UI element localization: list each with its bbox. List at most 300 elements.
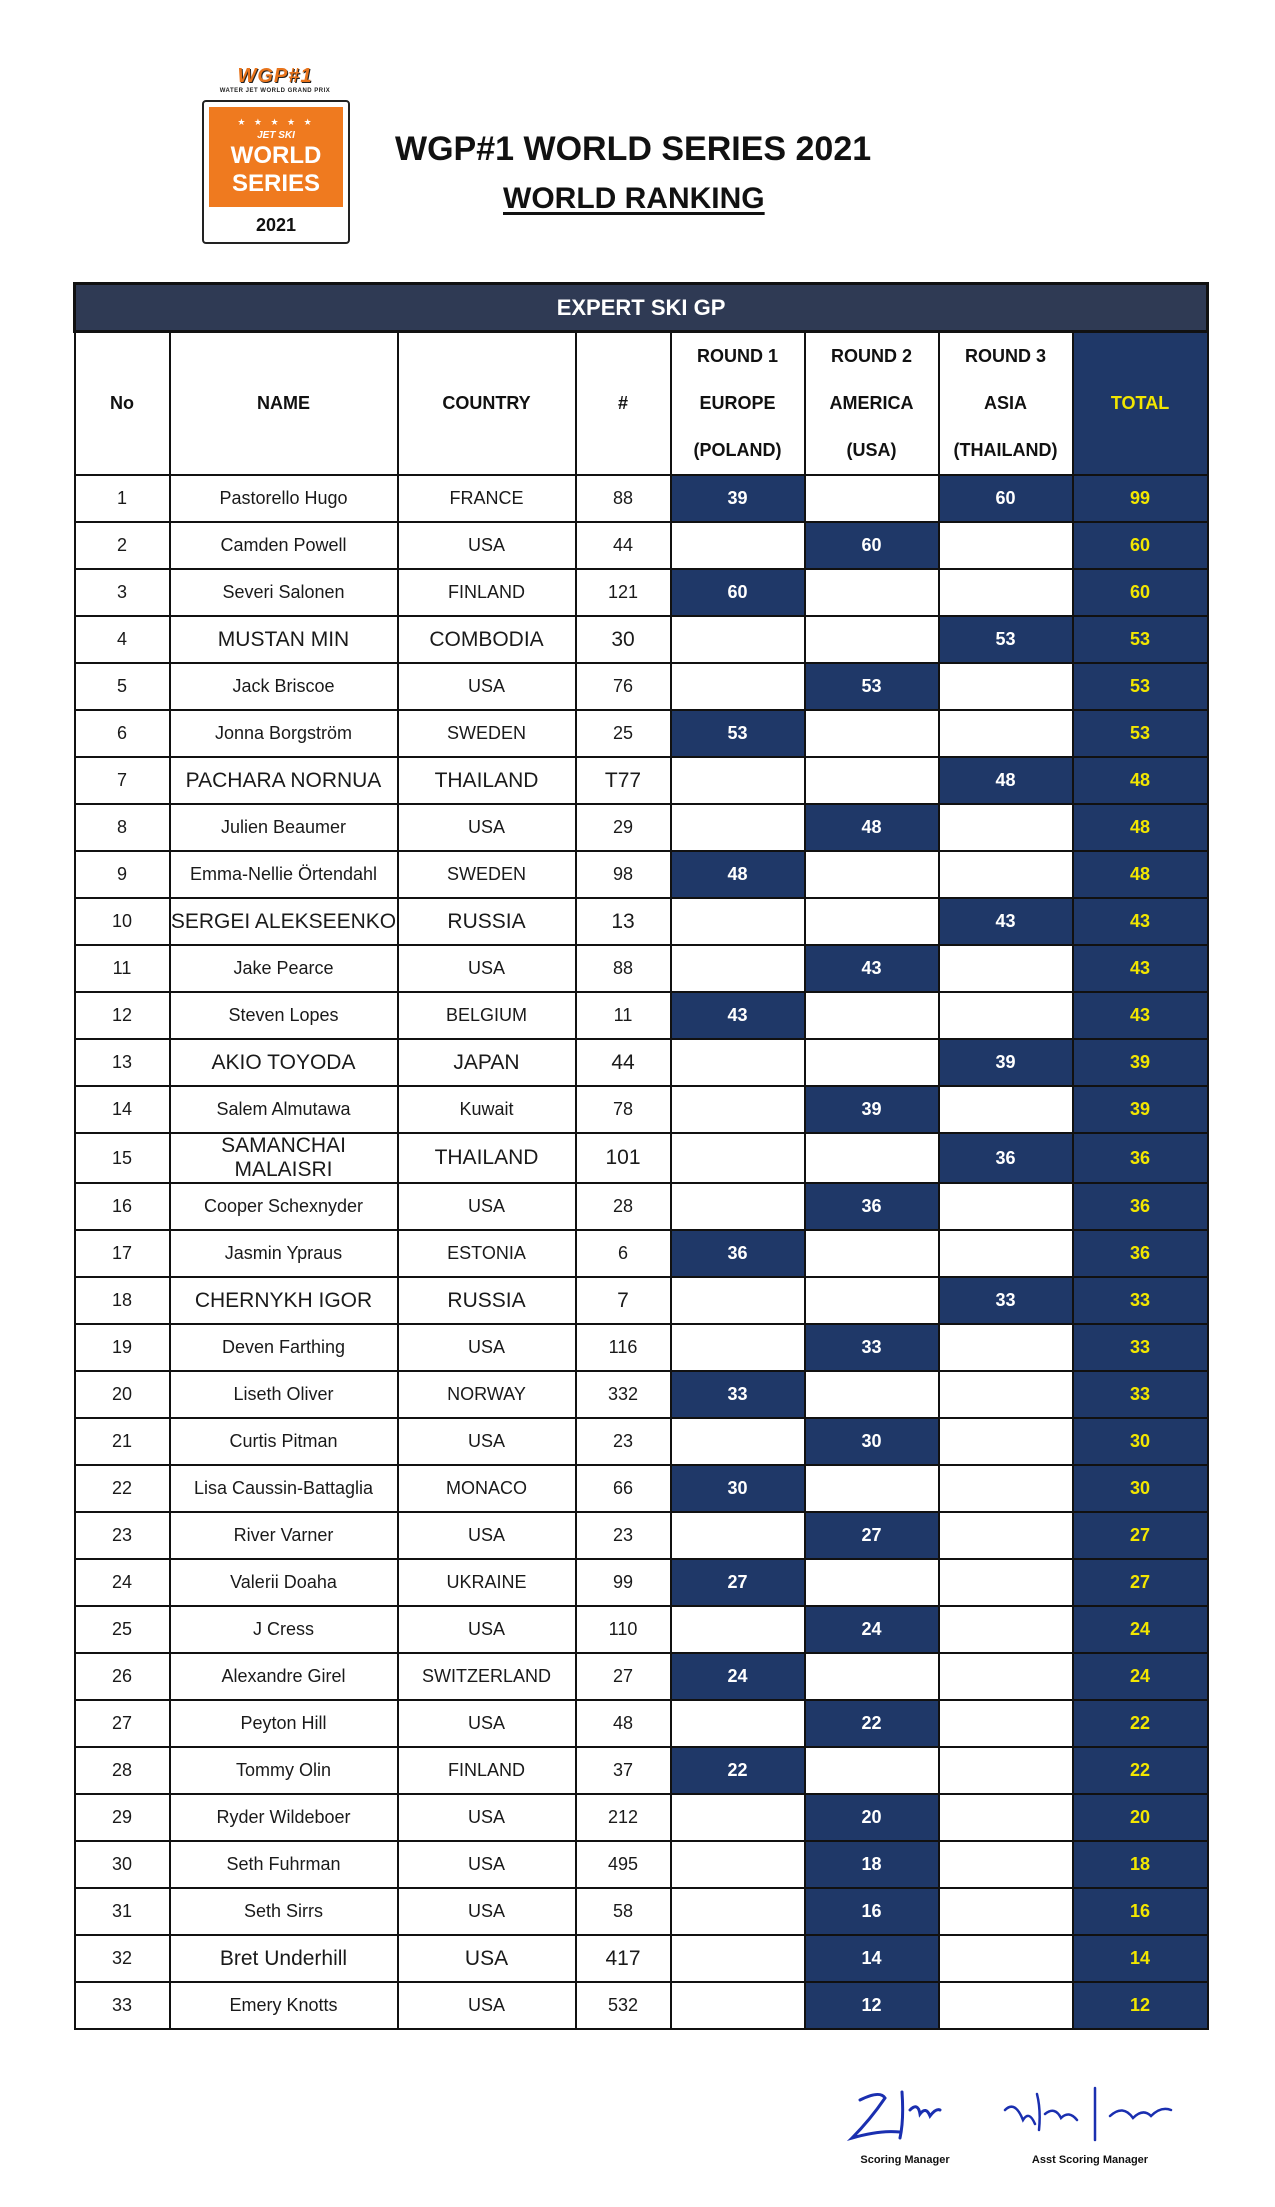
- cell-name: Emma-Nellie Örtendahl: [170, 851, 398, 898]
- cell-round1: 33: [671, 1371, 805, 1418]
- cell-number: 44: [576, 1039, 671, 1086]
- cell-total: 33: [1073, 1371, 1208, 1418]
- cell-total: 43: [1073, 945, 1208, 992]
- cell-no: 13: [75, 1039, 170, 1086]
- cell-round2: [805, 898, 939, 945]
- cell-round3: [939, 1418, 1073, 1465]
- cell-no: 2: [75, 522, 170, 569]
- table-row: [75, 710, 1208, 757]
- cell-total: 27: [1073, 1559, 1208, 1606]
- cell-round3: [939, 1888, 1073, 1935]
- cell-round2: [805, 569, 939, 616]
- cell-number: 11: [576, 992, 671, 1039]
- table-row: [75, 1230, 1208, 1277]
- header-number: #: [576, 332, 671, 476]
- cell-number: 58: [576, 1888, 671, 1935]
- cell-name: Curtis Pitman: [170, 1418, 398, 1465]
- cell-round3: 53: [939, 616, 1073, 663]
- cell-country: USA: [398, 1841, 576, 1888]
- logo-brand: WGP#1: [237, 65, 313, 87]
- cell-name: Emery Knotts: [170, 1982, 398, 2029]
- cell-no: 33: [75, 1982, 170, 2029]
- cell-number: 44: [576, 522, 671, 569]
- table-row: [75, 1559, 1208, 1606]
- cell-name: Peyton Hill: [170, 1700, 398, 1747]
- logo-brand-block: [208, 65, 342, 97]
- cell-number: 76: [576, 663, 671, 710]
- cell-country: MONACO: [398, 1465, 576, 1512]
- cell-name: SAMANCHAI MALAISRI: [170, 1133, 398, 1183]
- cell-number: 30: [576, 616, 671, 663]
- cell-country: FRANCE: [398, 475, 576, 522]
- cell-name: MUSTAN MIN: [170, 616, 398, 663]
- cell-no: 3: [75, 569, 170, 616]
- cell-round1: [671, 1086, 805, 1133]
- cell-total: 99: [1073, 475, 1208, 522]
- cell-round3: [939, 1183, 1073, 1230]
- table-row: [75, 1747, 1208, 1794]
- cell-name: Camden Powell: [170, 522, 398, 569]
- cell-no: 23: [75, 1512, 170, 1559]
- cell-round3: 60: [939, 475, 1073, 522]
- page-subtitle: WORLD RANKING: [503, 182, 765, 215]
- round3-region: ASIA: [983, 393, 1027, 413]
- table-row: [75, 1982, 1208, 2029]
- cell-name: Tommy Olin: [170, 1747, 398, 1794]
- cell-name: Lisa Caussin-Battaglia: [170, 1465, 398, 1512]
- cell-round3: [939, 1606, 1073, 1653]
- cell-total: 60: [1073, 522, 1208, 569]
- cell-number: 7: [576, 1277, 671, 1324]
- scoring-manager-signature: [820, 2080, 990, 2180]
- header-no: No: [75, 332, 170, 476]
- cell-number: 110: [576, 1606, 671, 1653]
- cell-no: 25: [75, 1606, 170, 1653]
- cell-name: AKIO TOYODA: [170, 1039, 398, 1086]
- cell-no: 9: [75, 851, 170, 898]
- cell-no: 14: [75, 1086, 170, 1133]
- cell-round1: [671, 945, 805, 992]
- cell-country: ESTONIA: [398, 1230, 576, 1277]
- cell-total: 39: [1073, 1039, 1208, 1086]
- cell-round1: [671, 1418, 805, 1465]
- round2-label: ROUND 2: [830, 346, 912, 366]
- stars-icon: ★ ★ ★ ★ ★: [237, 117, 315, 127]
- cell-round3: [939, 1700, 1073, 1747]
- signature-scribble-icon: [995, 2080, 1185, 2150]
- signature-scribble-icon: [840, 2080, 970, 2150]
- cell-number: 78: [576, 1086, 671, 1133]
- cell-round1: [671, 663, 805, 710]
- cell-round2: [805, 1559, 939, 1606]
- cell-name: Severi Salonen: [170, 569, 398, 616]
- cell-country: USA: [398, 1700, 576, 1747]
- cell-round1: [671, 522, 805, 569]
- cell-country: FINLAND: [398, 569, 576, 616]
- cell-total: 14: [1073, 1935, 1208, 1982]
- cell-number: 121: [576, 569, 671, 616]
- cell-total: 36: [1073, 1133, 1208, 1183]
- cell-total: 36: [1073, 1230, 1208, 1277]
- cell-round1: [671, 1841, 805, 1888]
- cell-number: 25: [576, 710, 671, 757]
- cell-number: 101: [576, 1133, 671, 1183]
- cell-total: 24: [1073, 1606, 1208, 1653]
- cell-no: 4: [75, 616, 170, 663]
- cell-total: 33: [1073, 1277, 1208, 1324]
- cell-round2: 39: [805, 1086, 939, 1133]
- cell-round2: 27: [805, 1512, 939, 1559]
- cell-total: 48: [1073, 851, 1208, 898]
- cell-country: SWITZERLAND: [398, 1653, 576, 1700]
- cell-round2: 12: [805, 1982, 939, 2029]
- cell-round1: [671, 616, 805, 663]
- cell-round1: [671, 1324, 805, 1371]
- cell-no: 22: [75, 1465, 170, 1512]
- logo-orange-panel: [209, 107, 343, 207]
- cell-round3: 48: [939, 757, 1073, 804]
- cell-number: 23: [576, 1418, 671, 1465]
- cell-round1: [671, 1982, 805, 2029]
- cell-name: SERGEI ALEKSEENKO: [170, 898, 398, 945]
- cell-country: UKRAINE: [398, 1559, 576, 1606]
- round1-label: ROUND 1: [696, 346, 778, 366]
- cell-no: 29: [75, 1794, 170, 1841]
- cell-round3: [939, 710, 1073, 757]
- cell-total: 53: [1073, 710, 1208, 757]
- cell-total: 22: [1073, 1700, 1208, 1747]
- header-round3: [939, 332, 1073, 476]
- cell-number: 27: [576, 1653, 671, 1700]
- cell-total: 12: [1073, 1982, 1208, 2029]
- cell-round2: 16: [805, 1888, 939, 1935]
- cell-round2: [805, 616, 939, 663]
- cell-round3: 39: [939, 1039, 1073, 1086]
- cell-round1: 43: [671, 992, 805, 1039]
- cell-name: Bret Underhill: [170, 1935, 398, 1982]
- cell-name: Salem Almutawa: [170, 1086, 398, 1133]
- cell-country: BELGIUM: [398, 992, 576, 1039]
- table-row: [75, 522, 1208, 569]
- logo-badge: [202, 100, 350, 244]
- cell-number: 29: [576, 804, 671, 851]
- cell-country: USA: [398, 804, 576, 851]
- cell-round1: 27: [671, 1559, 805, 1606]
- cell-total: 27: [1073, 1512, 1208, 1559]
- table-row: [75, 1700, 1208, 1747]
- table-row: [75, 1086, 1208, 1133]
- cell-no: 8: [75, 804, 170, 851]
- cell-number: 99: [576, 1559, 671, 1606]
- cell-no: 28: [75, 1747, 170, 1794]
- cell-round3: [939, 945, 1073, 992]
- header-name: NAME: [170, 332, 398, 476]
- cell-number: 98: [576, 851, 671, 898]
- cell-round2: 36: [805, 1183, 939, 1230]
- cell-round3: [939, 804, 1073, 851]
- cell-name: Julien Beaumer: [170, 804, 398, 851]
- table-row: [75, 1888, 1208, 1935]
- cell-country: USA: [398, 1606, 576, 1653]
- cell-round1: 22: [671, 1747, 805, 1794]
- cell-round2: [805, 475, 939, 522]
- cell-round3: 33: [939, 1277, 1073, 1324]
- cell-name: Jasmin Ypraus: [170, 1230, 398, 1277]
- cell-name: Seth Fuhrman: [170, 1841, 398, 1888]
- asst-scoring-manager-label: Asst Scoring Manager: [1031, 2154, 1149, 2166]
- cell-name: Liseth Oliver: [170, 1371, 398, 1418]
- cell-total: 36: [1073, 1183, 1208, 1230]
- ranking-body: [75, 475, 1208, 2029]
- table-row: [75, 1512, 1208, 1559]
- cell-round3: [939, 1935, 1073, 1982]
- cell-total: 33: [1073, 1324, 1208, 1371]
- table-row: [75, 898, 1208, 945]
- cell-name: Deven Farthing: [170, 1324, 398, 1371]
- cell-country: RUSSIA: [398, 1277, 576, 1324]
- cell-round2: 14: [805, 1935, 939, 1982]
- cell-round1: [671, 1935, 805, 1982]
- cell-total: 18: [1073, 1841, 1208, 1888]
- cell-number: 495: [576, 1841, 671, 1888]
- cell-round3: [939, 1559, 1073, 1606]
- cell-no: 27: [75, 1700, 170, 1747]
- cell-number: 88: [576, 475, 671, 522]
- cell-round3: [939, 851, 1073, 898]
- cell-country: USA: [398, 1183, 576, 1230]
- logo-series: SERIES: [231, 170, 321, 197]
- cell-total: 43: [1073, 992, 1208, 1039]
- cell-name: Pastorello Hugo: [170, 475, 398, 522]
- cell-round3: [939, 663, 1073, 710]
- asst-scoring-manager-signature: [990, 2080, 1190, 2180]
- table-row: [75, 1418, 1208, 1465]
- cell-number: 417: [576, 1935, 671, 1982]
- cell-total: 48: [1073, 757, 1208, 804]
- cell-round2: 24: [805, 1606, 939, 1653]
- cell-round3: [939, 1465, 1073, 1512]
- cell-name: Seth Sirrs: [170, 1888, 398, 1935]
- table-row: [75, 1277, 1208, 1324]
- table-row: [75, 1183, 1208, 1230]
- cell-no: 15: [75, 1133, 170, 1183]
- cell-number: 66: [576, 1465, 671, 1512]
- cell-number: 48: [576, 1700, 671, 1747]
- table-row: [75, 757, 1208, 804]
- cell-round3: [939, 1230, 1073, 1277]
- table-row: [75, 1935, 1208, 1982]
- cell-round3: [939, 569, 1073, 616]
- cell-country: USA: [398, 1888, 576, 1935]
- header-round2: [805, 332, 939, 476]
- cell-round2: 33: [805, 1324, 939, 1371]
- cell-no: 6: [75, 710, 170, 757]
- table-row: [75, 1465, 1208, 1512]
- cell-no: 21: [75, 1418, 170, 1465]
- scoring-manager-label: Scoring Manager: [860, 2154, 950, 2166]
- cell-number: 13: [576, 898, 671, 945]
- table-row: [75, 1324, 1208, 1371]
- cell-total: 43: [1073, 898, 1208, 945]
- cell-no: 16: [75, 1183, 170, 1230]
- logo-jetski: JET SKI: [257, 130, 295, 141]
- cell-name: Valerii Doaha: [170, 1559, 398, 1606]
- cell-no: 11: [75, 945, 170, 992]
- cell-country: USA: [398, 945, 576, 992]
- cell-round3: [939, 1794, 1073, 1841]
- cell-round1: 36: [671, 1230, 805, 1277]
- cell-country: USA: [398, 522, 576, 569]
- cell-round1: 53: [671, 710, 805, 757]
- cell-round2: [805, 1230, 939, 1277]
- cell-total: 22: [1073, 1747, 1208, 1794]
- cell-name: Ryder Wildeboer: [170, 1794, 398, 1841]
- cell-round1: 39: [671, 475, 805, 522]
- cell-total: 60: [1073, 569, 1208, 616]
- cell-no: 5: [75, 663, 170, 710]
- cell-country: Kuwait: [398, 1086, 576, 1133]
- cell-country: USA: [398, 663, 576, 710]
- ranking-table: [73, 282, 1209, 2030]
- logo-sub: WATER JET WORLD GRAND PRIX: [219, 88, 331, 94]
- cell-round1: [671, 757, 805, 804]
- cell-round3: [939, 1747, 1073, 1794]
- cell-number: 37: [576, 1747, 671, 1794]
- table-row: [75, 992, 1208, 1039]
- round3-label: ROUND 3: [964, 346, 1046, 366]
- table-row: [75, 1794, 1208, 1841]
- cell-round3: 36: [939, 1133, 1073, 1183]
- cell-no: 24: [75, 1559, 170, 1606]
- header-row: [75, 332, 1208, 476]
- cell-number: 212: [576, 1794, 671, 1841]
- cell-name: Cooper Schexnyder: [170, 1183, 398, 1230]
- round1-country: (POLAND): [693, 440, 782, 460]
- table-row: [75, 945, 1208, 992]
- cell-round1: [671, 1039, 805, 1086]
- cell-round1: [671, 804, 805, 851]
- cell-name: Jake Pearce: [170, 945, 398, 992]
- cell-number: 28: [576, 1183, 671, 1230]
- cell-round2: [805, 1465, 939, 1512]
- cell-name: Alexandre Girel: [170, 1653, 398, 1700]
- table-row: [75, 569, 1208, 616]
- cell-round1: [671, 1888, 805, 1935]
- cell-country: RUSSIA: [398, 898, 576, 945]
- cell-number: 6: [576, 1230, 671, 1277]
- cell-round2: 18: [805, 1841, 939, 1888]
- event-logo: [200, 65, 350, 245]
- cell-round1: [671, 1133, 805, 1183]
- table-row: [75, 1133, 1208, 1183]
- cell-total: 24: [1073, 1653, 1208, 1700]
- cell-number: 532: [576, 1982, 671, 2029]
- cell-round2: [805, 851, 939, 898]
- cell-round3: [939, 1086, 1073, 1133]
- table-row: [75, 1606, 1208, 1653]
- cell-round1: [671, 1512, 805, 1559]
- cell-name: CHERNYKH IGOR: [170, 1277, 398, 1324]
- round3-country: (THAILAND): [953, 440, 1058, 460]
- cell-round2: 20: [805, 1794, 939, 1841]
- cell-total: 20: [1073, 1794, 1208, 1841]
- header-country: COUNTRY: [398, 332, 576, 476]
- cell-round3: [939, 1653, 1073, 1700]
- cell-round3: [939, 1841, 1073, 1888]
- cell-number: 88: [576, 945, 671, 992]
- cell-country: USA: [398, 1324, 576, 1371]
- cell-round2: [805, 710, 939, 757]
- cell-round2: 48: [805, 804, 939, 851]
- cell-no: 30: [75, 1841, 170, 1888]
- cell-round1: [671, 1183, 805, 1230]
- round2-country: (USA): [846, 440, 897, 460]
- table-row: [75, 616, 1208, 663]
- cell-round2: 43: [805, 945, 939, 992]
- cell-total: 16: [1073, 1888, 1208, 1935]
- cell-country: SWEDEN: [398, 710, 576, 757]
- cell-round3: [939, 522, 1073, 569]
- cell-total: 53: [1073, 663, 1208, 710]
- cell-round1: [671, 1794, 805, 1841]
- cell-no: 32: [75, 1935, 170, 1982]
- cell-no: 1: [75, 475, 170, 522]
- cell-round1: [671, 1277, 805, 1324]
- cell-number: 23: [576, 1512, 671, 1559]
- cell-total: 53: [1073, 616, 1208, 663]
- cell-round3: [939, 1512, 1073, 1559]
- cell-number: 116: [576, 1324, 671, 1371]
- table-row: [75, 804, 1208, 851]
- table-row: [75, 1841, 1208, 1888]
- cell-round1: [671, 1700, 805, 1747]
- header-total: TOTAL: [1073, 332, 1208, 476]
- cell-country: COMBODIA: [398, 616, 576, 663]
- cell-round2: [805, 1133, 939, 1183]
- round2-region: AMERICA: [829, 393, 914, 413]
- cell-country: NORWAY: [398, 1371, 576, 1418]
- cell-round2: 60: [805, 522, 939, 569]
- cell-round1: [671, 898, 805, 945]
- cell-no: 31: [75, 1888, 170, 1935]
- cell-country: USA: [398, 1982, 576, 2029]
- cell-round2: [805, 1747, 939, 1794]
- cell-round2: [805, 1371, 939, 1418]
- cell-no: 18: [75, 1277, 170, 1324]
- cell-round1: 48: [671, 851, 805, 898]
- cell-round1: 30: [671, 1465, 805, 1512]
- cell-round3: 43: [939, 898, 1073, 945]
- cell-no: 12: [75, 992, 170, 1039]
- cell-number: T77: [576, 757, 671, 804]
- table-row: [75, 851, 1208, 898]
- cell-country: USA: [398, 1418, 576, 1465]
- cell-country: USA: [398, 1935, 576, 1982]
- cell-no: 20: [75, 1371, 170, 1418]
- cell-round2: 30: [805, 1418, 939, 1465]
- cell-no: 17: [75, 1230, 170, 1277]
- cell-round2: [805, 1653, 939, 1700]
- cell-name: River Varner: [170, 1512, 398, 1559]
- cell-no: 26: [75, 1653, 170, 1700]
- cell-round3: [939, 1982, 1073, 2029]
- table-row: [75, 475, 1208, 522]
- cell-round3: [939, 1324, 1073, 1371]
- cell-country: THAILAND: [398, 1133, 576, 1183]
- logo-world: WORLD: [230, 142, 322, 169]
- cell-country: THAILAND: [398, 757, 576, 804]
- logo-year: 2021: [255, 215, 297, 235]
